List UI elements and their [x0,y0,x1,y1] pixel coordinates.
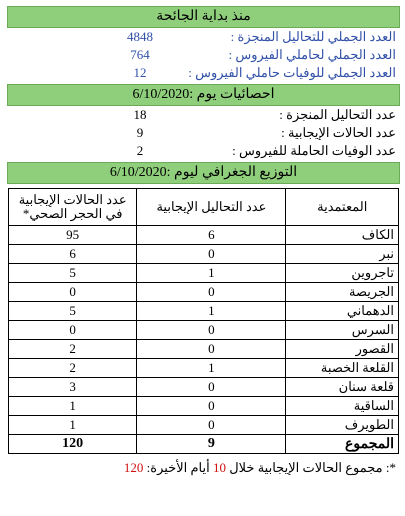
delegation-name: نبر [286,245,399,264]
footnote-total: 120 [123,460,144,475]
delegation-name: الطويرف [286,416,399,435]
quarantine-cases-cell: 2 [9,359,137,378]
footnote-prefix: *: مجموع الحالات الإيجابية خلال [229,460,396,475]
total-quarantine: 120 [9,435,137,454]
col-header-quarantine-cases: عدد الحالات الإيجابية في الحجر الصحي* [9,189,137,226]
stat-label: عدد التحاليل المنجزة : [279,107,396,122]
quarantine-cases-cell: 2 [9,340,137,359]
delegation-name: تاجروين [286,264,399,283]
quarantine-cases-cell: 5 [9,264,137,283]
table-row [9,226,399,245]
delegation-name: الساقية [286,397,399,416]
col-header-delegation: المعتمدية [286,189,399,226]
stat-label: عدد الحالات الإيجابية : [281,125,396,140]
delegation-name: القصور [286,340,399,359]
quarantine-cases-cell: 3 [9,378,137,397]
positive-tests-cell: 0 [137,378,286,397]
delegation-name: الكاف [286,226,399,245]
stat-value: 764 [130,47,150,62]
stat-row [7,64,400,82]
table-row [9,283,399,302]
since-start-header: منذ بداية الجائحة [7,6,400,28]
positive-tests-cell: 0 [137,283,286,302]
day-stats-header: احصائيات يوم :6/10/2020 [7,84,400,106]
positive-tests-cell: 0 [137,416,286,435]
stat-row [7,124,400,142]
stat-label: عدد الوفيات الحاملة للفيروس : [232,143,396,158]
stat-value: 2 [136,143,144,158]
stat-label: العدد الجملي للتحاليل المنجزة : [230,29,396,44]
delegation-name: القلعة الخصبة [286,359,399,378]
stat-row [7,28,400,46]
stat-label: العدد الجملي لحاملي الفيروس : [228,47,396,62]
table-header-row [9,189,399,226]
geo-distribution-table [8,188,399,454]
total-label: المجموع [286,435,399,454]
covid-report [7,6,400,476]
stat-row [7,46,400,64]
positive-tests-cell: 1 [137,264,286,283]
positive-tests-cell: 1 [137,302,286,321]
stat-value: 18 [133,107,147,122]
quarantine-cases-cell: 0 [9,321,137,340]
quarantine-cases-cell: 95 [9,226,137,245]
table-body [9,226,399,435]
stat-row [7,106,400,124]
positive-tests-cell: 0 [137,321,286,340]
total-row [9,435,399,454]
quarantine-cases-cell: 0 [9,283,137,302]
table-row [9,245,399,264]
quarantine-cases-cell: 6 [9,245,137,264]
stat-row [7,142,400,160]
table-row [9,340,399,359]
day-stats [7,106,400,160]
stat-value: 9 [136,125,144,140]
table-row [9,416,399,435]
delegation-name: الجريصة [286,283,399,302]
delegation-name: السرس [286,321,399,340]
quarantine-cases-cell: 1 [9,397,137,416]
footnote-days: 10 [212,460,226,475]
delegation-name: قلعة سنان [286,378,399,397]
since-start-stats [7,28,400,82]
table-row [9,397,399,416]
quarantine-cases-cell: 1 [9,416,137,435]
table-row [9,302,399,321]
table-row [9,378,399,397]
positive-tests-cell: 0 [137,245,286,264]
stat-label: العدد الجملي للوفيات حاملي الفيروس : [188,65,396,80]
col-header-positive-tests: عدد التحاليل الإيجابية [137,189,286,226]
delegation-name: الدهماني [286,302,399,321]
geo-distribution-header: التوزيع الجغرافي ليوم :6/10/2020 [7,162,400,184]
quarantine-cases-cell: 5 [9,302,137,321]
stat-value: 12 [133,65,147,80]
table-row [9,359,399,378]
footnote [7,460,400,476]
positive-tests-cell: 1 [137,359,286,378]
stat-value: 4848 [127,29,153,44]
table-row [9,264,399,283]
total-positive: 9 [137,435,286,454]
positive-tests-cell: 0 [137,340,286,359]
table-row [9,321,399,340]
positive-tests-cell: 0 [137,397,286,416]
positive-tests-cell: 6 [137,226,286,245]
footnote-middle: أيام الأخيرة: [146,460,210,475]
